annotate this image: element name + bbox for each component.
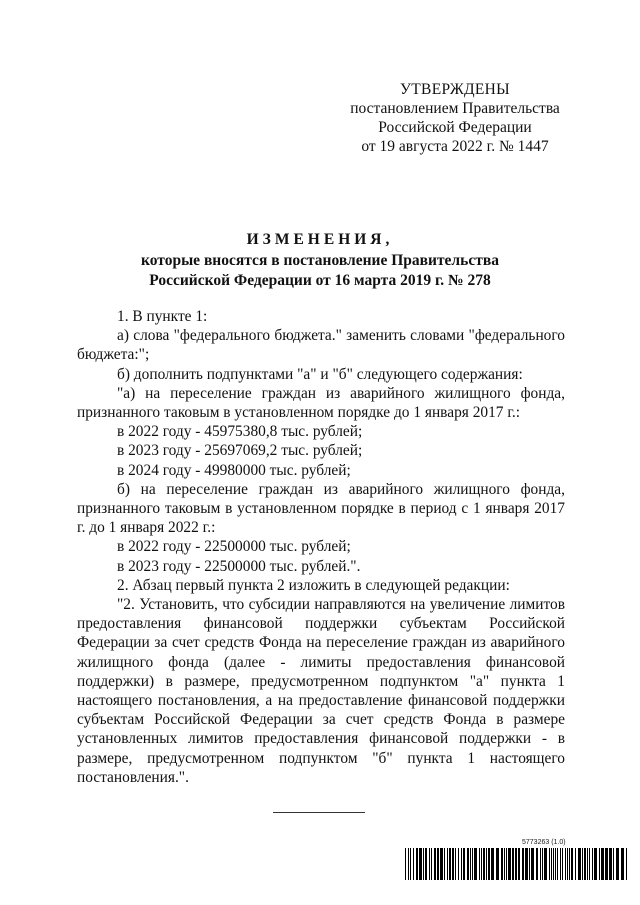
barcode-bar (458, 848, 459, 880)
barcode-bar (437, 848, 439, 880)
barcode-bar (447, 848, 448, 880)
barcode-bar (553, 848, 554, 880)
barcode-bar (488, 848, 490, 880)
barcode-bar (571, 848, 573, 880)
approval-line: постановлением Правительства (350, 100, 560, 117)
barcode-bar (491, 848, 494, 880)
barcode-bar (582, 848, 583, 880)
barcode-bar (587, 848, 588, 880)
barcode-bar (626, 848, 627, 880)
barcode-bar (408, 848, 409, 880)
document-subtitle (0, 251, 640, 291)
approval-line: от 19 августа 2022 г. № 1447 (361, 138, 549, 155)
barcode-bar (440, 848, 443, 880)
approval-heading: УТВЕРЖДЕНЫ (400, 81, 510, 98)
barcode-bar (455, 848, 456, 880)
subtitle-line: которые вносятся в постановление Правительства (141, 252, 499, 269)
barcode (405, 848, 627, 880)
barcode-bar (536, 848, 538, 880)
document-title: ИЗМЕНЕНИЯ, (246, 231, 394, 248)
barcode-bar (529, 848, 530, 880)
barcode-bar (555, 848, 556, 880)
paragraph: в 2023 году - 22500000 тыс. рублей.". (117, 557, 361, 575)
barcode-bar (425, 848, 427, 880)
barcode-bar (419, 848, 422, 880)
barcode-bar (562, 848, 563, 880)
barcode-bar (461, 848, 462, 880)
barcode-bar (483, 848, 485, 880)
barcode-bar (413, 848, 414, 880)
paragraph: в 2022 году - 22500000 тыс. рублей; (117, 538, 351, 556)
barcode-bar (410, 848, 411, 880)
paragraph: в 2024 году - 49980000 тыс. рублей; (117, 461, 351, 479)
paragraph: 2. Абзац первый пункта 2 изложить в следующей редакции: (117, 576, 510, 594)
barcode-bar (449, 848, 451, 880)
paragraph: б) на переселение граждан из аварийного жилищного фонда, признанного таковым в установленном порядке в период с 1 января 2017 г. до 1 января 2022 г.: (77, 480, 565, 537)
barcode-bar (592, 848, 593, 880)
paragraph: "2. Установить, что субсидии направляются на увеличение лимитов предоставления финансовой поддержки субъектам Российской Федерации за счет средств Фонда на переселение граждан из аварийного жилищного фонда (далее - лимиты предоставления финансовой поддержки) в размере, предусмотренном подпунктом "а" пункта 1 настоящего постановления, а на предоставление финансовой поддержки субъектам Российской Федерации за счет средств Фонда в размере установленных лимитов предоставления финансовой поддержки - в размере, предусмотренном подпунктом "б" пункта 1 настоящего постановления.". (77, 596, 565, 786)
barcode-bar (613, 848, 614, 880)
barcode-bar (549, 848, 550, 880)
barcode-bar (540, 848, 541, 880)
paragraph: а) слова "федерального бюджета." заменить словами "федерального бюджета:"; (77, 327, 565, 364)
barcode-bar (431, 848, 432, 880)
barcode-bar (605, 848, 608, 880)
barcode-bar (481, 848, 482, 880)
barcode-bar (557, 848, 558, 880)
paragraph: 1. В пункте 1: (117, 308, 208, 325)
barcode-bar (584, 848, 586, 880)
paragraph: "а) на переселение граждан из аварийного жилищного фонда, признанного таковым в установленном порядке до 1 января 2017 г.: (77, 384, 565, 422)
barcode-bar (599, 848, 600, 880)
barcode-bar (444, 848, 445, 880)
barcode-bar (578, 848, 581, 880)
barcode-bar (542, 848, 543, 880)
barcode-bar (474, 848, 477, 880)
document-code: 5773263 (1.0) (522, 839, 566, 846)
barcode-bar (589, 848, 590, 880)
barcode-bar (518, 848, 520, 880)
barcode-bar (486, 848, 487, 880)
barcode-bar (560, 848, 561, 880)
barcode-bar (506, 848, 507, 880)
document-body (77, 307, 565, 787)
barcode-bar (515, 848, 517, 880)
barcode-bar (525, 848, 528, 880)
barcode-bar (479, 848, 480, 880)
barcode-bar (416, 848, 418, 880)
barcode-bar (434, 848, 436, 880)
separator-line (273, 812, 365, 813)
approval-line: Российской Федерации (378, 119, 532, 136)
subtitle-line: Российской Федерации от 16 марта 2019 г. № 278 (149, 272, 491, 289)
barcode-bar (470, 848, 471, 880)
barcode-bar (423, 848, 424, 880)
barcode-bar (512, 848, 514, 880)
barcode-bar (567, 848, 568, 880)
barcode-bar (609, 848, 612, 880)
approval-stamp (330, 80, 580, 156)
barcode-bar (496, 848, 499, 880)
barcode-bar (616, 848, 619, 880)
barcode-bar (467, 848, 469, 880)
barcode-bar (501, 848, 503, 880)
paragraph: б) дополнить подпунктами "а" и "б" следующего содержания: (117, 365, 523, 383)
barcode-bar (601, 848, 604, 880)
barcode-bar (544, 848, 547, 880)
barcode-bar (551, 848, 552, 880)
barcode-bar (472, 848, 473, 880)
barcode-bar (594, 848, 597, 880)
barcode-bar (429, 848, 430, 880)
barcode-bar (452, 848, 454, 880)
barcode-bar (569, 848, 570, 880)
barcode-bar (565, 848, 566, 880)
barcode-bar (405, 848, 406, 880)
paragraph: в 2022 году - 45975380,8 тыс. рублей; (117, 423, 363, 441)
barcode-bar (621, 848, 624, 880)
paragraph: в 2023 году - 25697069,2 тыс. рублей; (117, 442, 363, 460)
barcode-bar (531, 848, 534, 880)
barcode-bar (504, 848, 505, 880)
barcode-bar (575, 848, 576, 880)
barcode-bar (508, 848, 511, 880)
barcode-bar (522, 848, 524, 880)
barcode-bar (463, 848, 465, 880)
